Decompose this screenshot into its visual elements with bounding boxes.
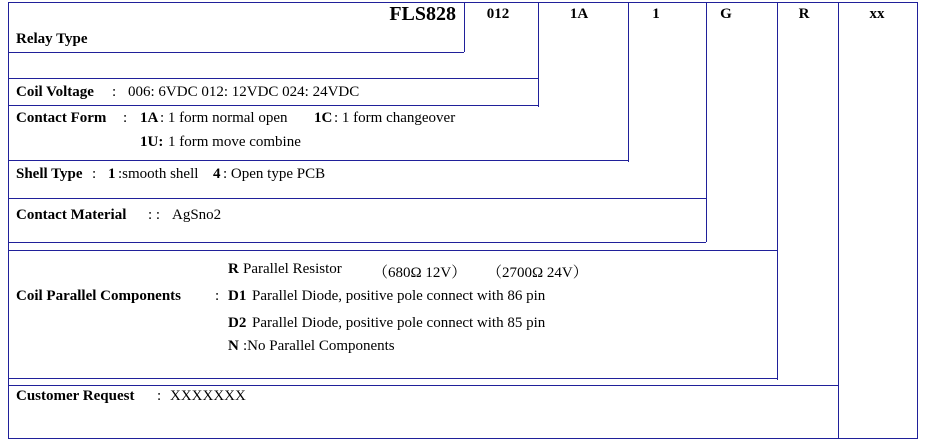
value-shell-type-1-desc: :smooth shell xyxy=(118,166,199,182)
value-shell-type-1-code: 1 xyxy=(108,166,116,182)
sep-coil-voltage: : xyxy=(112,84,117,100)
value-contact-form-1c-desc: : 1 form changeover xyxy=(334,110,456,126)
value-coil-parallel-d2-code: D2 xyxy=(228,315,247,331)
value-contact-form-1u-desc: 1 form move combine xyxy=(168,134,301,150)
border-top xyxy=(8,2,918,3)
border-right xyxy=(917,2,918,439)
label-shell-type: Shell Type xyxy=(16,166,83,182)
value-coil-parallel-d1-code: D1 xyxy=(228,288,247,304)
sep-shell-type: : xyxy=(92,166,97,182)
row-sep-coil-parallel-bottom xyxy=(8,378,777,379)
value-coil-parallel-n-desc: :No Parallel Components xyxy=(243,338,395,354)
label-contact-form: Contact Form xyxy=(16,110,107,126)
code-box-contact-form: 1A xyxy=(569,6,589,22)
border-left xyxy=(8,2,9,439)
code-box-voltage: 012 xyxy=(486,6,510,22)
value-coil-parallel-r-desc: Parallel Resistor xyxy=(243,261,342,277)
code-box-coil-parallel: R xyxy=(798,6,810,22)
label-coil-voltage: Coil Voltage xyxy=(16,84,94,100)
border-bottom xyxy=(8,438,918,439)
value-coil-parallel-r-12v: （680Ω 12V） xyxy=(373,265,467,281)
value-coil-parallel-n-code: N xyxy=(228,338,239,354)
code-col-sep-1 xyxy=(464,2,465,52)
value-contact-material: AgSno2 xyxy=(172,207,222,223)
value-contact-form-1u-code: 1U: xyxy=(140,134,164,150)
row-sep-coil-voltage-bottom xyxy=(8,105,538,106)
sep-customer-request: : xyxy=(157,388,162,404)
model-code: FLS828 xyxy=(389,3,456,25)
code-col-sep-5 xyxy=(777,2,778,380)
value-contact-form-1a-code: 1A xyxy=(140,110,159,126)
code-col-sep-4 xyxy=(706,2,707,242)
row-sep-contact-material-bottom xyxy=(8,242,706,243)
code-col-sep-2 xyxy=(538,2,539,107)
sep-contact-form: : xyxy=(123,110,128,126)
row-sep-shell-type xyxy=(8,198,706,199)
label-coil-parallel: Coil Parallel Components xyxy=(16,288,181,304)
row-sep-contact-form xyxy=(8,160,628,161)
code-box-shell-type: 1 xyxy=(652,6,660,22)
value-coil-parallel-r-24v: （2700Ω 24V） xyxy=(487,265,588,281)
value-contact-form-1c-code: 1C xyxy=(314,110,333,126)
value-coil-voltage: 006: 6VDC 012: 12VDC 024: 24VDC xyxy=(128,84,360,100)
label-contact-material: Contact Material xyxy=(16,207,127,223)
code-col-sep-3 xyxy=(628,2,629,162)
value-shell-type-4-code: 4 xyxy=(213,166,221,182)
value-contact-form-1a-desc: : 1 form normal open xyxy=(160,110,288,126)
sep-contact-material: : : xyxy=(148,207,161,223)
row-sep-coil-parallel-top xyxy=(8,250,777,251)
row-sep-coil-voltage-top xyxy=(8,78,538,79)
code-box-customer-request: xx xyxy=(869,6,885,22)
value-customer-request: XXXXXXX xyxy=(170,388,246,404)
value-shell-type-4-desc: : Open type PCB xyxy=(223,166,326,182)
label-customer-request: Customer Request xyxy=(16,388,135,404)
value-coil-parallel-d1-desc: Parallel Diode, positive pole connect with 86 pin xyxy=(252,288,546,304)
value-coil-parallel-r-code: R xyxy=(228,261,239,277)
value-coil-parallel-d2-desc: Parallel Diode, positive pole connect with 85 pin xyxy=(252,315,546,331)
code-col-sep-6 xyxy=(838,2,839,438)
code-box-contact-material: G xyxy=(720,6,732,22)
row-sep-customer-request xyxy=(8,385,838,386)
row-sep-relay-type xyxy=(8,52,464,53)
sep-coil-parallel: : xyxy=(215,288,220,304)
label-relay-type: Relay Type xyxy=(16,31,88,47)
